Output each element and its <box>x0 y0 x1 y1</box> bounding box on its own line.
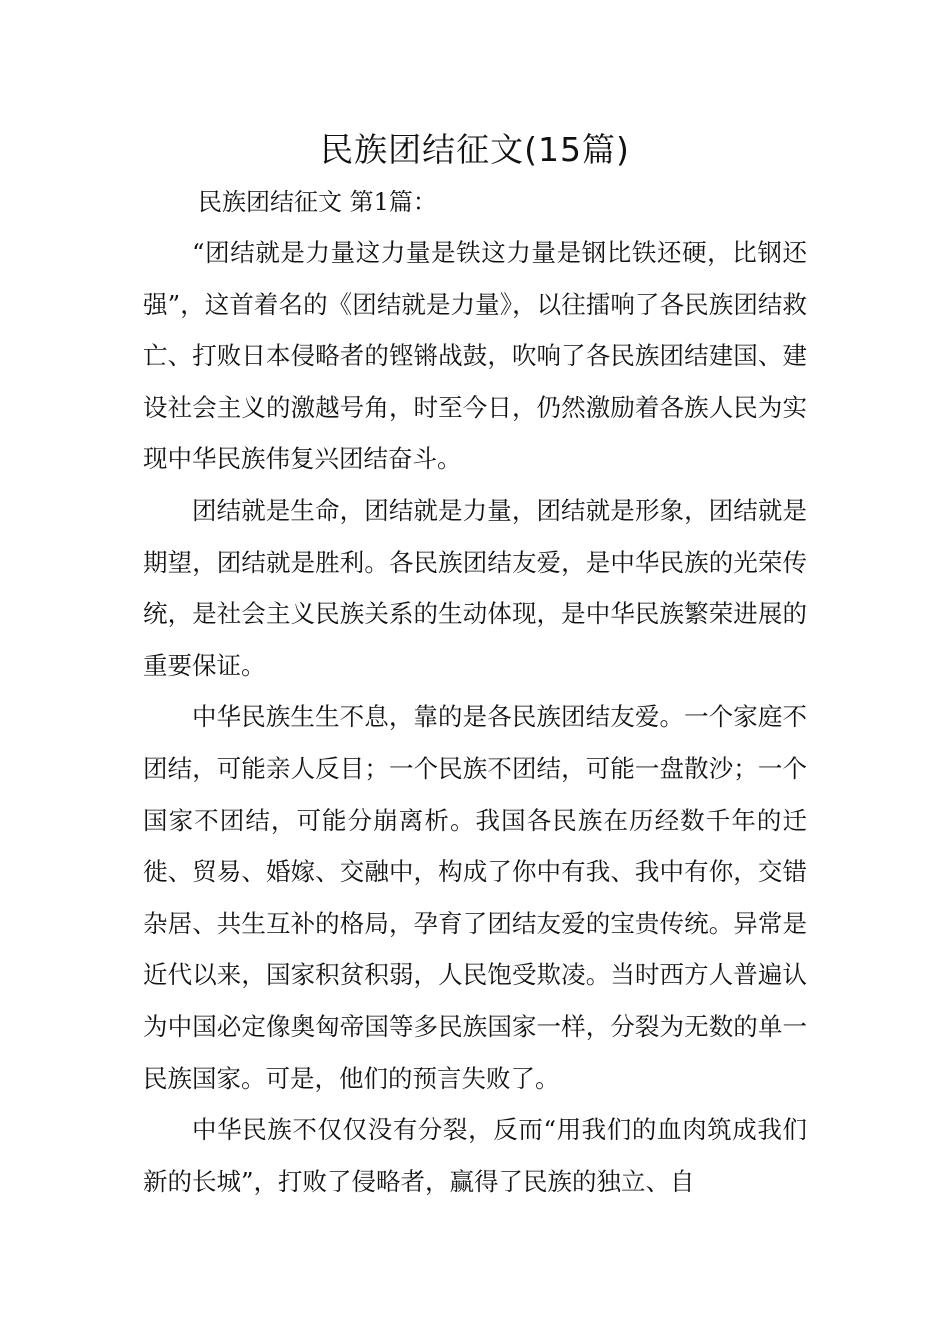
document-body <box>143 227 807 1207</box>
paragraph: 中华民族不仅仅没有分裂，反而“用我们的血肉筑成我们新的长城”，打败了侵略者，赢得了民族的独立、自 <box>143 1115 807 1196</box>
paragraph: 中华民族生生不息，靠的是各民族团结友爱。一个家庭不团结，可能亲人反目；一个民族不团结，可能一盘散沙；一个国家不团结，可能分崩离析。我国各民族在历经数千年的迁徙、贸易、婚嫁、交融中，构成了你中有我、我中有你，交错杂居、共生互补的格局，孕育了团结友爱的宝贵传统。异常是近代以来，国家积贫积弱，人民饱受欺凌。当时西方人普遍认为中国必定像奥匈帝国等多民族国家一样，分裂为无数的单一民族国家。可是，他们的预言失败了。 <box>143 702 807 1093</box>
paragraph: “团结就是力量这力量是铁这力量是钢比铁还硬，比钢还强”，这首着名的《团结就是力量》，以往擂响了各民族团结救亡、打败日本侵略者的铿锵战鼓，吹响了各民族团结建国、建设社会主义的激越号角，时至今日，仍然激励着各族人民为实现中华民族伟复兴团结奋斗。 <box>143 238 807 474</box>
document-title: 民族团结征文(15篇) <box>320 130 630 169</box>
paragraph: 团结就是生命，团结就是力量，团结就是形象，团结就是期望，团结就是胜利。各民族团结友爱，是中华民族的光荣传统，是社会主义民族关系的生动体现，是中华民族繁荣进展的重要保证。 <box>143 495 807 680</box>
document-subtitle: 民族团结征文 第1篇： <box>198 188 437 216</box>
